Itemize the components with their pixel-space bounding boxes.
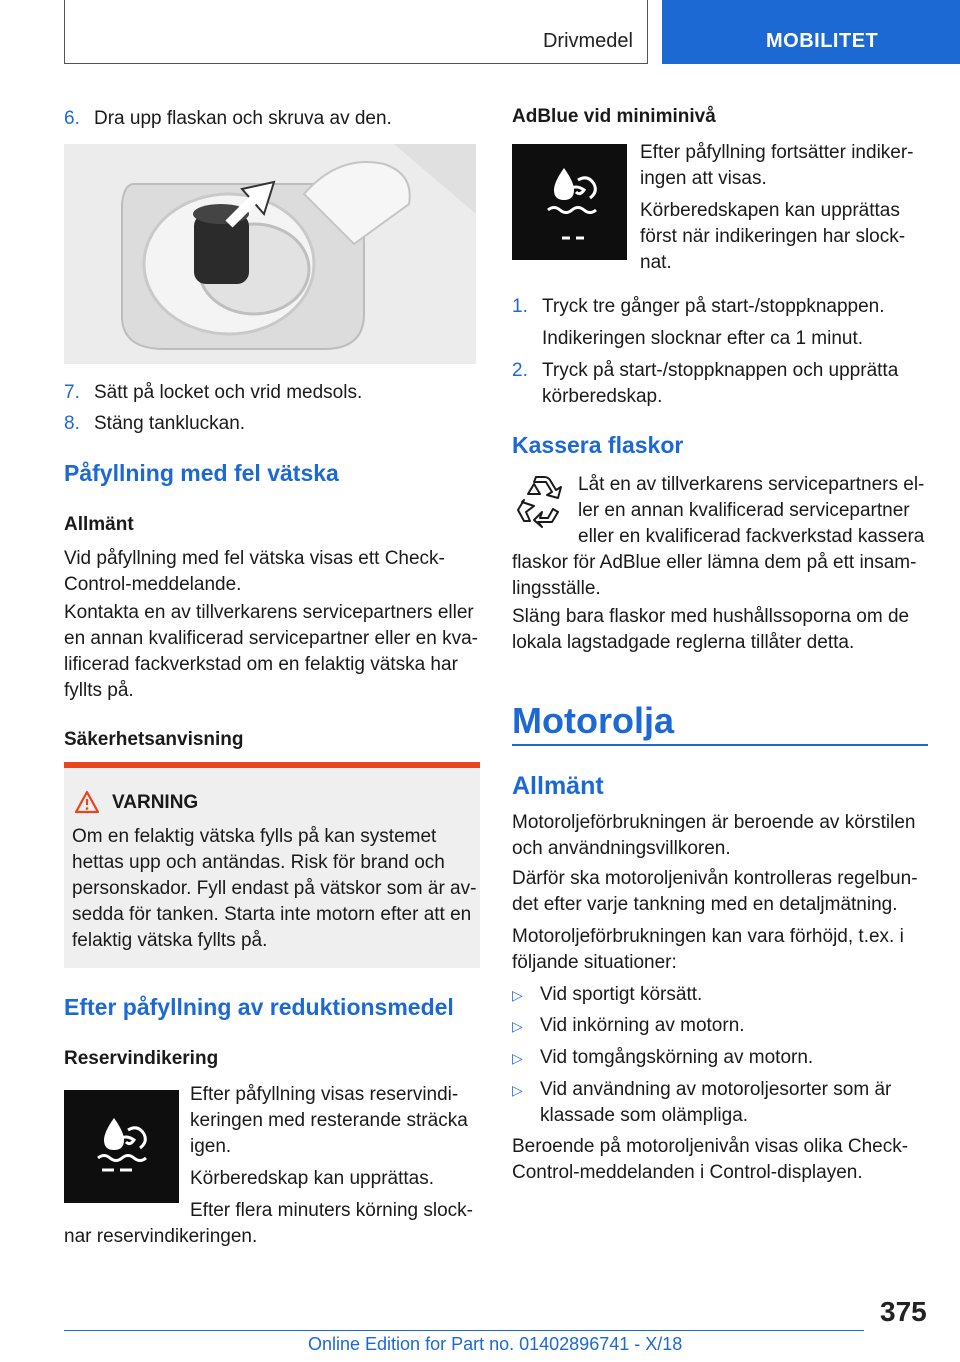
reserve-text: [190, 1082, 473, 1224]
text-line: en annan kvalificerad servicepartner eller en kva-: [64, 628, 478, 649]
text-line: lificerad fackverkstad om en felaktig vätska har: [64, 654, 458, 675]
step-text: Tryck tre gånger på start-/stoppknappen.: [542, 296, 885, 317]
text-line: ler en annan kvalificerad servicepartner: [578, 500, 910, 521]
step-1-result: Indikeringen slocknar efter ca 1 minut.: [542, 328, 864, 349]
header-chapter-tab: [662, 0, 960, 64]
text-line: flaskor för AdBlue eller lämna dem på ett insam-: [512, 552, 917, 573]
text-line: lingsställe.: [512, 578, 601, 599]
general-paragraph-1: [64, 546, 445, 598]
warning-box: [64, 762, 480, 968]
text-line: körberedskap.: [542, 386, 663, 407]
step-number: 1.: [512, 296, 528, 317]
general-paragraph-2: [64, 600, 478, 704]
dispose-text-continued: [512, 550, 916, 602]
step-text: [542, 358, 898, 410]
text-line: Låt en av tillverkarens servicepartners el-: [578, 474, 925, 495]
heading-general: Allmänt: [64, 514, 134, 535]
heading-motorolja: Motorolja: [512, 700, 674, 741]
text-line: Efter flera minuters körning slock-: [190, 1200, 473, 1221]
list-item-text: Vid sportigt körsätt.: [540, 984, 703, 1005]
step-text: Sätt på locket och vrid medsols.: [94, 382, 363, 403]
text-line: Motoroljeförbrukningen kan vara förhöjd, t.ex. i: [512, 926, 904, 947]
heading-safety: Säkerhetsanvisning: [64, 729, 244, 750]
oil-paragraph-1: [512, 810, 915, 862]
heading-wrong-fluid: Påfyllning med fel vätska: [64, 460, 339, 486]
list-item: [512, 1045, 814, 1071]
text-line: hettas upp och antändas. Risk för brand och: [72, 852, 445, 873]
header-section-title: Drivmedel: [542, 30, 633, 52]
text-line: Motoroljeförbrukningen är beroende av körstilen: [512, 812, 916, 833]
header-chapter-title: MOBILITET: [766, 30, 879, 52]
text-line: Efter påfyllning visas reservindi-: [190, 1084, 459, 1105]
list-item-text: Vid tomgångskörning av motorn.: [540, 1047, 814, 1068]
text-line: Efter påfyllning fortsätter indiker-: [640, 142, 914, 163]
text-line: följande situationer:: [512, 952, 677, 973]
text-line: fyllts på.: [64, 680, 134, 701]
step-6: [64, 106, 392, 132]
heading-adblue-min: AdBlue vid miniminivå: [512, 106, 716, 127]
footer-edition: Online Edition for Part no. 01402896741 - X/18: [308, 1334, 683, 1354]
text-line: Släng bara flaskor med hushållssoporna om de: [512, 606, 910, 627]
text-line: personskador. Fyll endast på vätskor som är av-: [72, 878, 477, 899]
reserve-text-continued: nar reservindikeringen.: [64, 1226, 258, 1247]
step-1: [512, 294, 932, 320]
text-line: och användningsvillkoren.: [512, 838, 731, 859]
text-line: Control-meddelande.: [64, 574, 242, 595]
step-number: 6.: [64, 108, 80, 129]
text-line: eller en kvalificerad fackverkstad kassera: [578, 526, 925, 547]
oil-paragraph-3: [512, 924, 904, 976]
text-line: Körberedskapen kan upprättas: [640, 200, 900, 221]
text-line: klassade som olämpliga.: [540, 1105, 749, 1126]
text-line: Därför ska motoroljenivån kontrolleras regelbun-: [512, 868, 918, 889]
step-7: [64, 380, 363, 406]
step-text: Stäng tankluckan.: [94, 413, 246, 434]
step-text: Dra upp flaskan och skruva av den.: [94, 108, 392, 129]
text-line: Om en felaktig vätska fylls på kan systemet: [72, 826, 437, 847]
text-line: Vid användning av motoroljesorter som är: [540, 1079, 892, 1100]
text-line: keringen med resterande sträcka: [190, 1110, 468, 1131]
recycle-icon: [512, 476, 568, 528]
step-number: 7.: [64, 382, 80, 403]
heading-dispose: Kassera flaskor: [512, 432, 684, 458]
text-line: igen.: [190, 1136, 232, 1157]
bullet-triangle-icon: ▷: [512, 1050, 523, 1066]
text-line: lokala lagstadgade reglerna tillåter detta.: [512, 632, 855, 653]
step-8: [64, 411, 246, 437]
list-item: [512, 1013, 745, 1039]
warning-title: VARNING: [112, 792, 199, 813]
text-line: ingen att visas.: [640, 168, 767, 189]
header-section-tab: [64, 0, 648, 64]
oil-paragraph-4: [512, 1134, 908, 1186]
list-item-text: Vid inkörning av motorn.: [540, 1015, 745, 1036]
page-number: 375: [880, 1296, 927, 1327]
adblue-indicator-icon: [64, 1090, 179, 1203]
oil-paragraph-2: [512, 866, 918, 918]
heading-allmant: Allmänt: [512, 772, 604, 800]
section-divider: [512, 744, 928, 746]
adblue-min-indicator-icon: [512, 144, 627, 260]
bullet-triangle-icon: ▷: [512, 1082, 523, 1098]
list-item: [512, 1077, 892, 1126]
bullet-triangle-icon: ▷: [512, 1018, 523, 1034]
step-number: 2.: [512, 360, 528, 381]
step-number: 8.: [64, 413, 80, 434]
warning-triangle-icon: [74, 790, 100, 814]
text-line: nat.: [640, 252, 672, 273]
adblue-min-text: [640, 140, 914, 276]
step-2: [512, 358, 932, 407]
warning-text: [72, 824, 476, 954]
text-line: Körberedskap kan upprättas.: [190, 1168, 434, 1189]
bullet-triangle-icon: ▷: [512, 987, 523, 1003]
footer-divider: [64, 1330, 864, 1331]
text-line: Vid påfyllning med fel vätska visas ett Check-: [64, 548, 445, 569]
list-item-text: [540, 1077, 891, 1129]
text-line: Kontakta en av tillverkarens servicepartners eller: [64, 602, 474, 623]
dispose-text: [578, 472, 924, 550]
text-line: Beroende på motoroljenivån visas olika Check-: [512, 1136, 909, 1157]
list-item: [512, 982, 703, 1008]
text-line: det efter varje tankning med en detaljmätning.: [512, 894, 898, 915]
fuel-filler-bottle-photo: [64, 144, 476, 364]
heading-after-refill: Efter påfyllning av reduktionsmedel: [64, 994, 454, 1020]
text-line: sedda för tanken. Starta inte motorn efter att en: [72, 904, 472, 925]
text-line: Tryck på start-/stoppknappen och upprätta: [542, 360, 899, 381]
text-line: först när indikeringen har slock-: [640, 226, 906, 247]
heading-reserve: Reservindikering: [64, 1048, 219, 1069]
text-line: Control-meddelanden i Control-displayen.: [512, 1162, 863, 1183]
text-line: felaktig vätska fyllts på.: [72, 930, 268, 951]
dispose-paragraph-2: [512, 604, 909, 656]
